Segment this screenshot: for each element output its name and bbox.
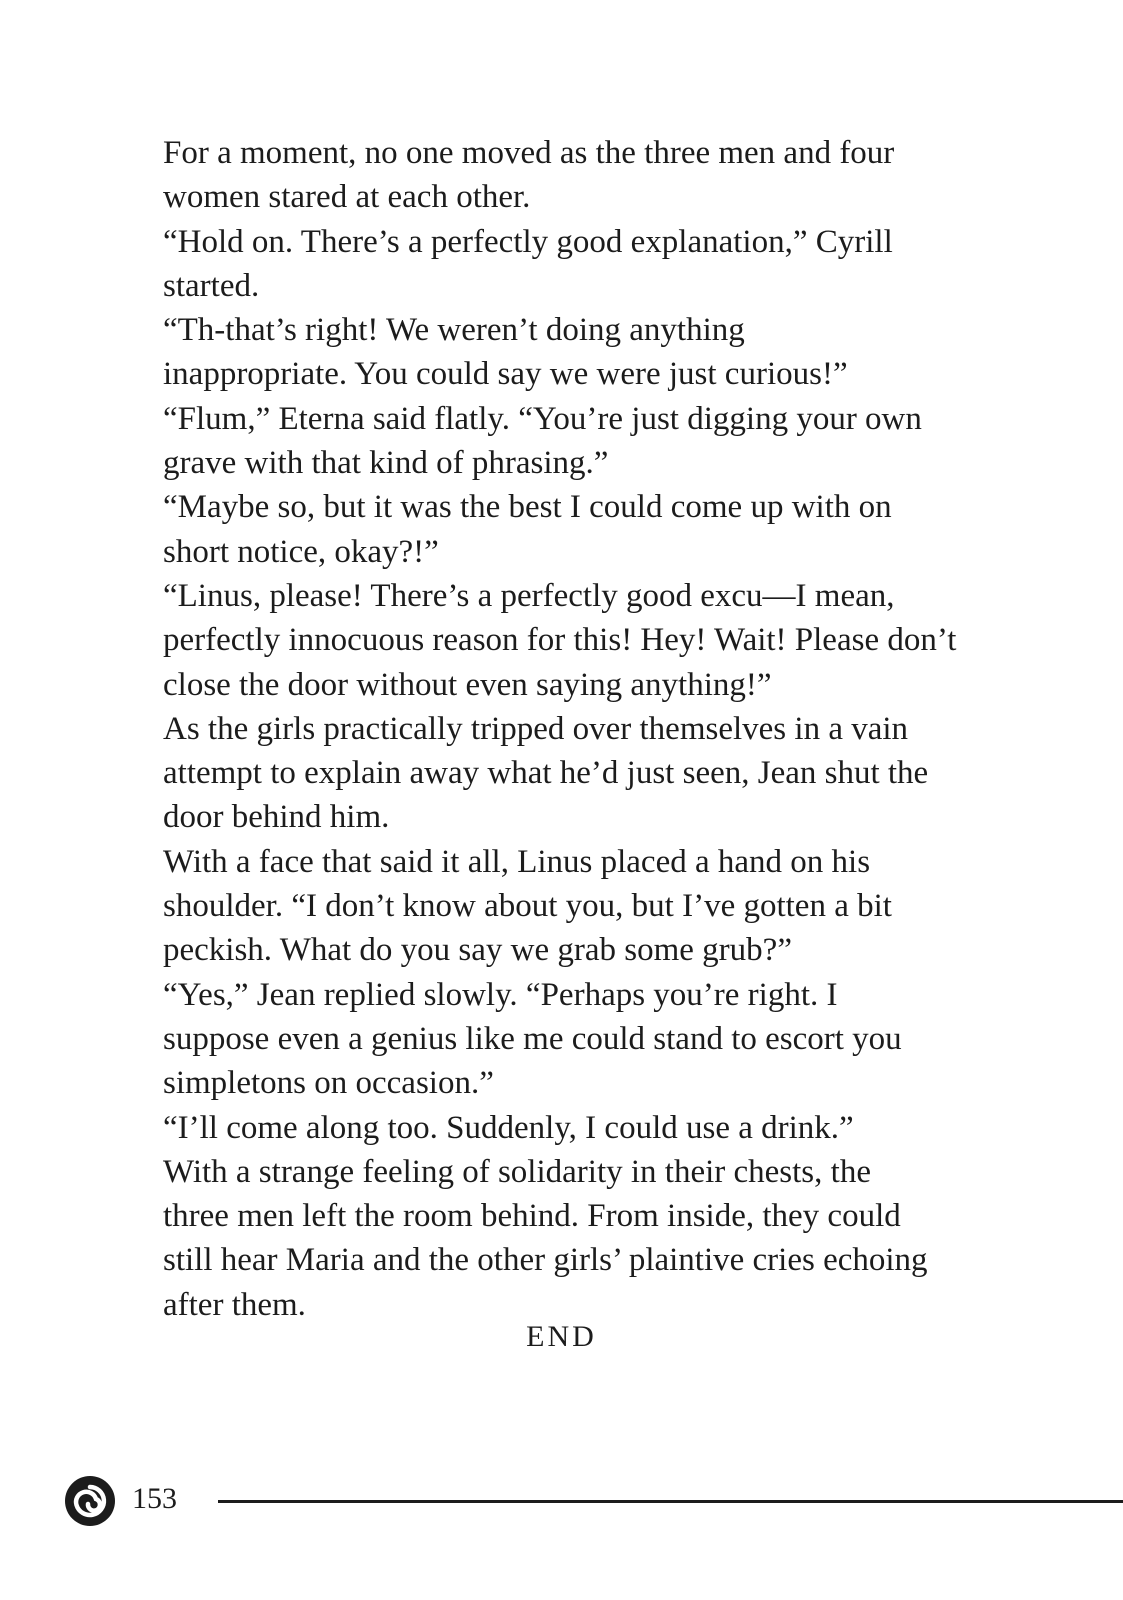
text-line: “Linus, please! There’s a perfectly good excu—I mean, [163,577,895,614]
text-line: shoulder. “I don’t know about you, but I’ve gotten a bit [163,888,892,925]
text-line: close the door without even saying anything!” [163,666,772,703]
text-line: still hear Maria and the other girls’ plaintive cries echoing [163,1242,928,1279]
end-mark: END [526,1320,597,1353]
paragraph-8 [122,840,982,973]
text-line: “Hold on. There’s a perfectly good explanation,” Cyrill [163,223,893,260]
paragraph-2 [122,220,982,309]
text-line: inappropriate. You could say we were just curious!” [163,356,848,393]
footer-rule [218,1500,1123,1503]
spiral-logo-icon [64,1475,116,1527]
paragraph-3 [122,308,982,397]
text-line: suppose even a genius like me could stand to escort you [163,1020,902,1057]
paragraph-1 [122,131,982,220]
text-line: “Maybe so, but it was the best I could come up with on [163,489,892,526]
paragraph-4 [122,397,982,486]
page-number: 153 [132,1482,177,1515]
text-line: after them. [163,1286,306,1323]
text-line: simpletons on occasion.” [163,1065,494,1102]
paragraph-6 [122,574,982,707]
text-line: perfectly innocuous reason for this! Hey! Wait! Please don’t [163,622,957,659]
text-line: started. [163,267,260,304]
text-line: “I’ll come along too. Suddenly, I could use a drink.” [163,1109,854,1146]
text-line: “Flum,” Eterna said flatly. “You’re just digging your own [163,400,922,437]
page-body [122,131,982,1327]
text-line: “Yes,” Jean replied slowly. “Perhaps you’re right. I [163,976,838,1013]
text-line: “Th-that’s right! We weren’t doing anything [163,312,745,349]
paragraph-11 [122,1150,982,1327]
text-line: grave with that kind of phrasing.” [163,445,609,482]
paragraph-7 [122,707,982,840]
text-line: With a strange feeling of solidarity in their chests, the [163,1153,871,1190]
text-line: peckish. What do you say we grab some grub?” [163,932,792,969]
text-line: With a face that said it all, Linus placed a hand on his [163,843,871,880]
text-line: door behind him. [163,799,390,836]
text-line: attempt to explain away what he’d just seen, Jean shut the [163,755,929,792]
text-line: For a moment, no one moved as the three men and four [163,135,895,171]
text-line: short notice, okay?!” [163,533,439,570]
text-line: women stared at each other. [163,179,531,216]
paragraph-10 [122,1106,982,1150]
text-line: three men left the room behind. From inside, they could [163,1198,901,1235]
paragraph-9 [122,973,982,1106]
paragraph-5 [122,485,982,574]
text-line: As the girls practically tripped over themselves in a vain [163,710,909,747]
